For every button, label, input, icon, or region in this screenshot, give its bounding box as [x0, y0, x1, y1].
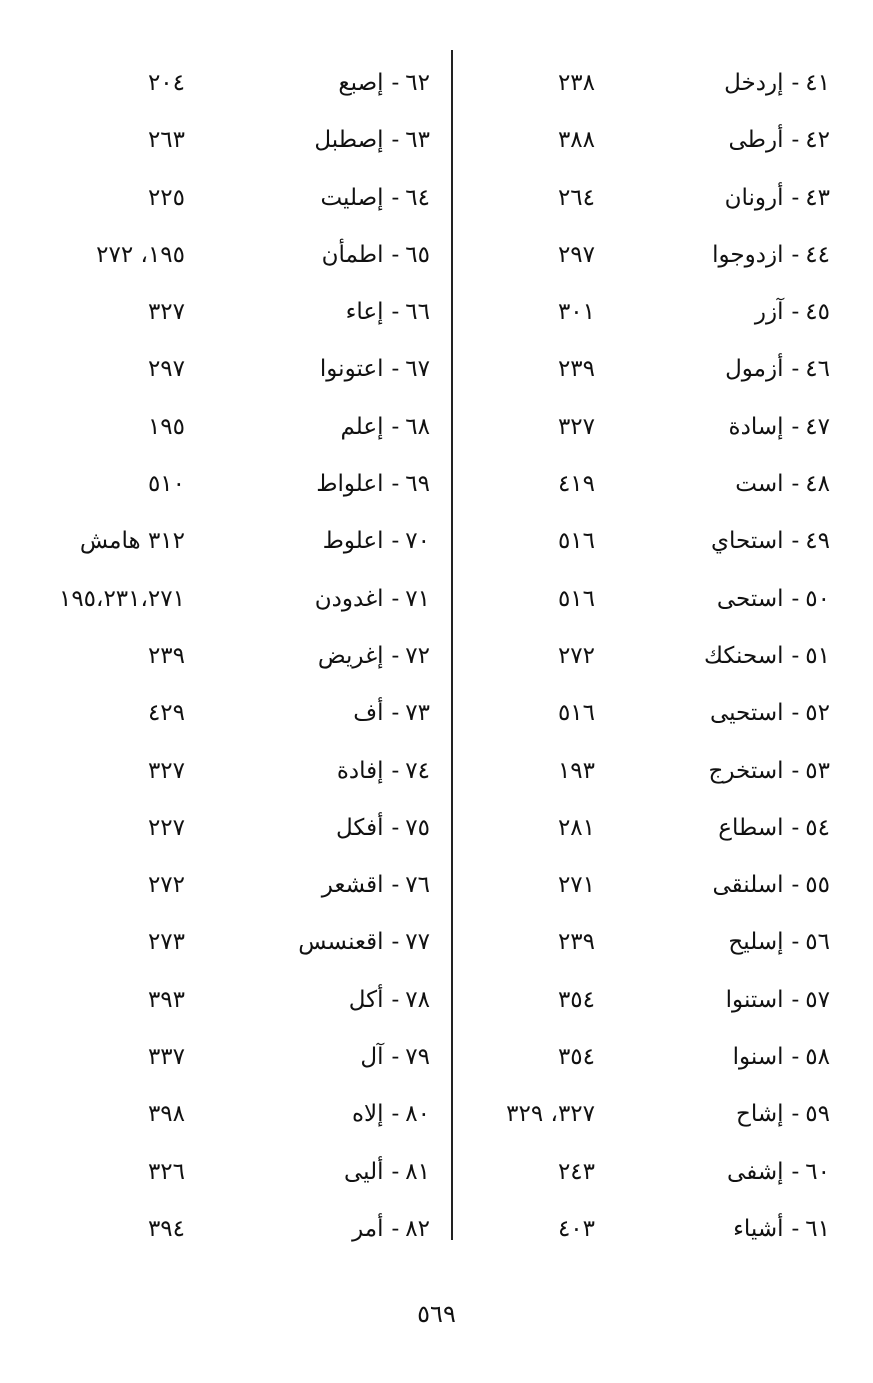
entry-number: ٤٤	[805, 241, 830, 268]
index-term-group	[724, 55, 830, 112]
entry-number: ٥١	[805, 642, 830, 669]
entry-pages: ١٩٥،٢٣١،٢٧١	[58, 585, 185, 612]
index-term-group	[727, 1144, 830, 1201]
entry-separator: -	[391, 1158, 400, 1185]
entry-separator: -	[791, 585, 800, 612]
index-term-group	[712, 227, 830, 284]
entry-pages: ٣٣٧	[147, 1044, 185, 1071]
index-term-group	[736, 1086, 830, 1143]
entry-pages: ٢٧٣	[147, 929, 185, 956]
index-entry	[480, 1086, 830, 1143]
entry-pages: ٣٢٦	[147, 1158, 185, 1185]
index-term-group	[352, 1086, 430, 1143]
index-term-group	[352, 1201, 430, 1258]
entry-term: استحيى	[709, 700, 784, 727]
index-entry	[70, 341, 430, 398]
index-term-group	[298, 914, 430, 971]
entry-pages: ٤٢٩	[147, 700, 185, 727]
entry-term: إعاء	[345, 299, 384, 326]
entry-separator: -	[791, 528, 800, 555]
index-entry	[480, 227, 830, 284]
entry-separator: -	[391, 528, 400, 555]
index-entry	[480, 112, 830, 169]
entry-separator: -	[791, 471, 800, 498]
index-entry	[480, 685, 830, 742]
entry-separator: -	[791, 1101, 800, 1128]
entry-term: اطمأن	[321, 241, 384, 268]
entry-pages: ٥١٦	[557, 700, 595, 727]
entry-number: ٧٢	[405, 642, 430, 669]
index-entry	[70, 170, 430, 227]
entry-pages: ٢٣٩	[557, 356, 595, 383]
entry-pages: ٢٧١	[557, 872, 595, 899]
entry-pages: ٢٣٨	[557, 70, 595, 96]
entry-pages: ٣٢٧، ٣٢٩	[506, 1101, 595, 1128]
entry-number: ٧٥	[405, 814, 430, 841]
index-entry	[480, 628, 830, 685]
index-term-group	[349, 972, 430, 1029]
entry-term: اسلنقى	[712, 872, 784, 899]
entry-separator: -	[791, 814, 800, 841]
entry-separator: -	[391, 1215, 400, 1242]
entry-term: إصطبل	[314, 127, 384, 154]
entry-separator: -	[391, 299, 400, 326]
entry-number: ٤٢	[805, 127, 830, 154]
entry-separator: -	[791, 1158, 800, 1185]
entry-number: ٧١	[405, 585, 430, 612]
entry-term: أكل	[348, 986, 384, 1013]
entry-term: آزر	[754, 299, 784, 326]
entry-number: ٧٧	[405, 929, 430, 956]
index-entry	[70, 112, 430, 169]
index-term-group	[733, 1029, 830, 1086]
entry-pages: ٢٦٣	[147, 127, 185, 154]
entry-separator: -	[791, 642, 800, 669]
entry-term: آل	[360, 1044, 384, 1071]
index-term-group	[704, 628, 830, 685]
entry-separator: -	[791, 1215, 800, 1242]
entry-pages: ٢٧٢	[147, 872, 185, 899]
entry-term: إسليح	[728, 929, 784, 956]
entry-term: إشاح	[735, 1101, 784, 1128]
entry-number: ٤٥	[805, 299, 830, 326]
entry-term: اقشعر	[321, 872, 384, 899]
entry-separator: -	[391, 184, 400, 211]
entry-number: ٥٥	[805, 872, 830, 899]
index-term-group	[725, 341, 830, 398]
entry-separator: -	[391, 413, 400, 440]
entry-term: استنوا	[725, 986, 784, 1013]
entry-pages: ١٩٥، ٢٧٢	[96, 241, 185, 268]
entry-pages: ٢٧٢	[557, 642, 595, 669]
entry-number: ٦٨	[405, 413, 430, 440]
entry-term: إغريض	[317, 642, 384, 669]
entry-pages: ٣٢٧	[147, 299, 185, 326]
index-entry	[480, 1029, 830, 1086]
entry-number: ٨١	[405, 1158, 430, 1185]
entry-term: إصبع	[338, 70, 384, 96]
column-divider	[451, 50, 453, 1240]
entry-pages: ٣١٢ هامش	[79, 528, 185, 555]
index-term-group	[320, 170, 430, 227]
index-term-group	[729, 112, 830, 169]
entry-number: ٧٨	[405, 986, 430, 1013]
index-entry	[70, 1201, 430, 1258]
entry-number: ٤٩	[805, 528, 830, 555]
entry-separator: -	[791, 757, 800, 784]
index-column-left	[58, 55, 430, 1258]
index-entry	[70, 399, 430, 456]
entry-pages: ٣٩٣	[147, 986, 185, 1013]
entry-separator: -	[391, 471, 400, 498]
index-term-group	[346, 284, 430, 341]
entry-separator: -	[391, 929, 400, 956]
entry-separator: -	[391, 127, 400, 154]
entry-number: ٥٠	[805, 585, 830, 612]
entry-pages: ٥١٦	[557, 585, 595, 612]
entry-separator: -	[391, 872, 400, 899]
entry-separator: -	[391, 757, 400, 784]
entry-separator: -	[391, 585, 400, 612]
index-entry	[70, 685, 430, 742]
entry-term: استحاي	[711, 528, 784, 555]
index-entry	[70, 513, 430, 570]
entry-term: إردخل	[724, 70, 784, 96]
index-entry	[58, 571, 430, 628]
entry-term: إصليت	[320, 184, 384, 211]
entry-number: ٦٦	[405, 299, 430, 326]
entry-pages: ٥١٦	[557, 528, 595, 555]
entry-pages: ٢٩٧	[557, 241, 595, 268]
entry-separator: -	[391, 700, 400, 727]
entry-pages: ١٩٥	[147, 413, 185, 440]
entry-number: ٨٠	[405, 1101, 430, 1128]
entry-term: است	[735, 471, 784, 498]
entry-term: استحى	[716, 585, 784, 612]
entry-separator: -	[791, 299, 800, 326]
entry-number: ٧٠	[405, 528, 430, 555]
entry-separator: -	[391, 1101, 400, 1128]
index-entry	[70, 800, 430, 857]
index-entry	[480, 284, 830, 341]
entry-separator: -	[391, 814, 400, 841]
entry-pages: ١٩٣	[557, 757, 595, 784]
entry-term: اسطاع	[718, 814, 784, 841]
index-term-group	[322, 857, 430, 914]
entry-number: ٧٣	[405, 700, 430, 727]
entry-number: ٤٦	[805, 356, 830, 383]
entry-pages: ٢٨١	[557, 814, 595, 841]
entry-separator: -	[791, 241, 800, 268]
index-term-group	[728, 914, 830, 971]
entry-pages: ٢٠٤	[147, 70, 185, 96]
entry-separator: -	[391, 986, 400, 1013]
index-term-group	[344, 1144, 430, 1201]
index-entry	[70, 972, 430, 1029]
index-term-group	[711, 513, 830, 570]
index-term-group	[316, 456, 430, 513]
entry-term: أشياء	[733, 1215, 784, 1242]
entry-term: أف	[353, 700, 384, 727]
entry-pages: ٣٠١	[557, 299, 595, 326]
entry-number: ٦٢	[405, 70, 430, 96]
index-term-group	[314, 112, 430, 169]
entry-pages: ٢٦٤	[557, 184, 595, 211]
page-number: ٥٦٩	[417, 1300, 456, 1328]
entry-term: اعتونوا	[319, 356, 384, 383]
index-entry	[70, 1144, 430, 1201]
entry-term: أرونان	[724, 184, 784, 211]
entry-separator: -	[791, 986, 800, 1013]
entry-term: أرطى	[728, 127, 784, 154]
index-term-group	[717, 571, 830, 628]
entry-pages: ٣٢٧	[147, 757, 185, 784]
index-entry	[70, 55, 430, 112]
entry-separator: -	[391, 356, 400, 383]
index-term-group	[315, 571, 430, 628]
index-term-group	[353, 685, 430, 742]
entry-number: ٧٩	[405, 1044, 430, 1071]
entry-pages: ٣٨٨	[557, 127, 595, 154]
entry-number: ٦٣	[405, 127, 430, 154]
entry-number: ٨٢	[405, 1215, 430, 1242]
entry-separator: -	[391, 70, 400, 96]
index-term-group	[322, 227, 430, 284]
entry-term: اغدودن	[314, 585, 384, 612]
index-entry	[480, 170, 830, 227]
index-term-group	[336, 800, 430, 857]
index-term-group	[323, 513, 430, 570]
entry-term: ازدوجوا	[712, 241, 784, 268]
index-entry	[70, 628, 430, 685]
entry-number: ٥٤	[805, 814, 830, 841]
index-term-group	[726, 972, 830, 1029]
index-entry	[70, 284, 430, 341]
entry-term: استخرج	[708, 757, 784, 784]
entry-separator: -	[791, 70, 800, 96]
index-entry	[480, 1201, 830, 1258]
entry-number: ٤٨	[805, 471, 830, 498]
index-entry	[70, 227, 430, 284]
index-entry	[480, 341, 830, 398]
index-entry	[70, 1086, 430, 1143]
entry-pages: ٢٣٩	[557, 929, 595, 956]
entry-separator: -	[791, 872, 800, 899]
entry-number: ٦٥	[405, 241, 430, 268]
entry-pages: ٣٢٧	[557, 413, 595, 440]
entry-term: إسادة	[728, 413, 784, 440]
index-entry	[480, 456, 830, 513]
entry-pages: ٢٩٧	[147, 356, 185, 383]
entry-pages: ٤٠٣	[557, 1215, 595, 1242]
entry-term: إلاه	[351, 1101, 384, 1128]
index-entry	[480, 399, 830, 456]
entry-term: اعلواط	[316, 471, 384, 498]
entry-pages: ٢٢٧	[147, 814, 185, 841]
index-term-group	[718, 800, 830, 857]
entry-term: أفكل	[335, 814, 384, 841]
entry-term: اعلوط	[322, 528, 384, 555]
entry-separator: -	[791, 1044, 800, 1071]
entry-separator: -	[391, 241, 400, 268]
entry-separator: -	[791, 184, 800, 211]
entry-pages: ٢٣٩	[147, 642, 185, 669]
entry-term: أزمول	[725, 356, 784, 383]
entry-separator: -	[791, 356, 800, 383]
entry-pages: ٢٤٣	[557, 1158, 595, 1185]
index-term-group	[709, 743, 831, 800]
entry-number: ٥٣	[805, 757, 830, 784]
index-term-group	[733, 1201, 830, 1258]
index-entry	[480, 513, 830, 570]
entry-number: ٥٩	[805, 1101, 830, 1128]
index-entry	[70, 456, 430, 513]
entry-pages: ٥١٠	[147, 471, 185, 498]
index-entry	[70, 857, 430, 914]
index-entry	[480, 1144, 830, 1201]
entry-separator: -	[391, 642, 400, 669]
entry-number: ٦٧	[405, 356, 430, 383]
entry-pages: ٣٩٨	[147, 1101, 185, 1128]
index-term-group	[712, 857, 830, 914]
entry-number: ٥٢	[805, 700, 830, 727]
entry-number: ٧٦	[405, 872, 430, 899]
index-term-group	[735, 456, 830, 513]
index-term-group	[338, 55, 430, 112]
entry-number: ٦٤	[405, 184, 430, 211]
entry-separator: -	[391, 1044, 400, 1071]
index-entry	[480, 914, 830, 971]
entry-pages: ٣٩٤	[147, 1215, 185, 1242]
index-entry	[480, 972, 830, 1029]
entry-number: ٥٧	[805, 986, 830, 1013]
index-term-group	[340, 399, 430, 456]
index-term-group	[710, 685, 830, 742]
entry-term: أليى	[343, 1158, 384, 1185]
index-entry	[480, 800, 830, 857]
index-term-group	[320, 341, 430, 398]
index-entry	[480, 857, 830, 914]
entry-separator: -	[791, 929, 800, 956]
index-term-group	[360, 1029, 430, 1086]
index-entry	[480, 55, 830, 112]
entry-term: إعلم	[340, 413, 384, 440]
entry-separator: -	[791, 413, 800, 440]
index-term-group	[318, 628, 430, 685]
index-entry	[70, 1029, 430, 1086]
index-column-right	[480, 55, 830, 1258]
entry-separator: -	[791, 127, 800, 154]
entry-number: ٤٣	[805, 184, 830, 211]
entry-number: ٥٦	[805, 929, 830, 956]
entry-term: اقعنسس	[298, 929, 384, 956]
entry-number: ٦١	[805, 1215, 830, 1242]
entry-pages: ٤١٩	[557, 471, 595, 498]
entry-number: ٥٨	[805, 1044, 830, 1071]
index-term-group	[729, 399, 830, 456]
entry-term: أمر	[352, 1215, 384, 1242]
entry-number: ٤١	[805, 70, 830, 96]
entry-pages: ٣٥٤	[557, 1044, 595, 1071]
entry-pages: ٣٥٤	[557, 986, 595, 1013]
index-entry	[480, 571, 830, 628]
index-term-group	[337, 743, 430, 800]
entry-term: اسنوا	[732, 1044, 784, 1071]
entry-number: ٦٩	[405, 471, 430, 498]
entry-number: ٧٤	[405, 757, 430, 784]
index-entry	[480, 743, 830, 800]
entry-number: ٦٠	[805, 1158, 830, 1185]
index-entry	[70, 743, 430, 800]
entry-pages: ٢٢٥	[147, 184, 185, 211]
index-term-group	[755, 284, 830, 341]
entry-number: ٤٧	[805, 413, 830, 440]
index-entry	[70, 914, 430, 971]
entry-term: إشفى	[727, 1158, 784, 1185]
entry-separator: -	[791, 700, 800, 727]
entry-term: اسحنكك	[703, 642, 784, 669]
index-term-group	[725, 170, 830, 227]
entry-term: إفادة	[336, 757, 384, 784]
